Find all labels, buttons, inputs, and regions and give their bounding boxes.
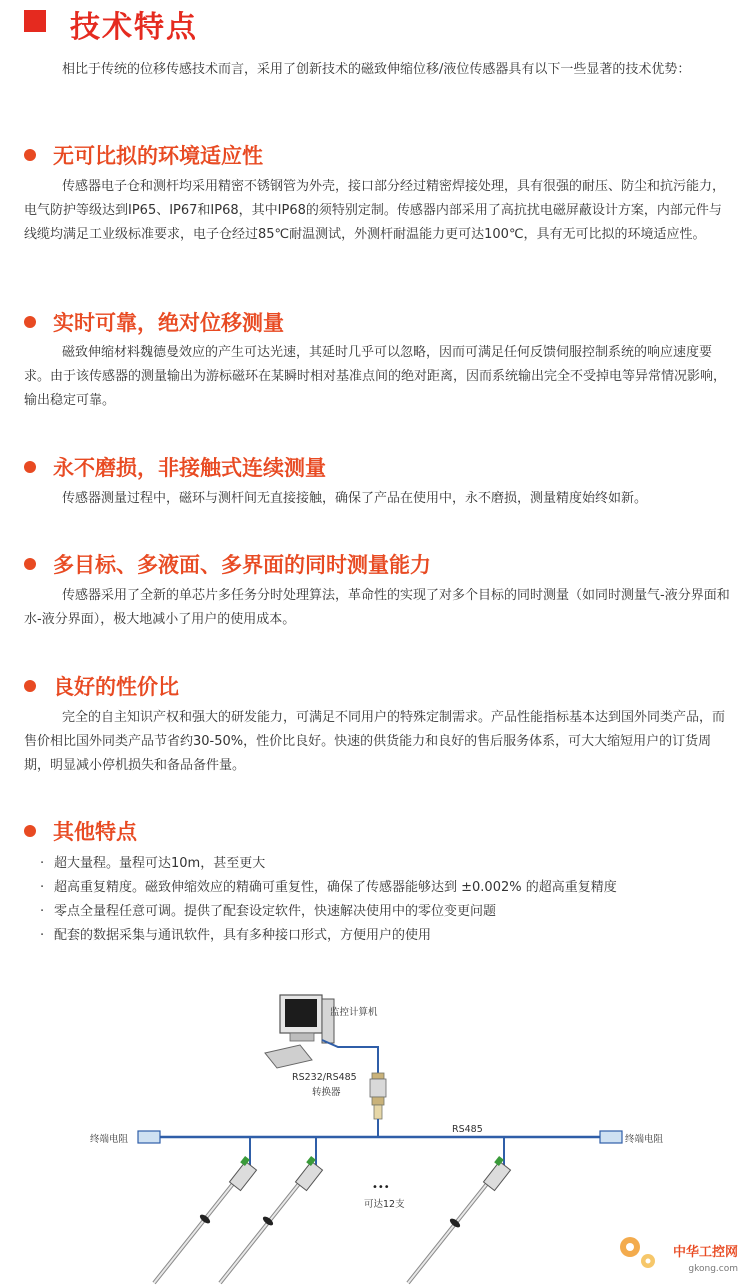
watermark-text: 中华工控网 (672, 1245, 738, 1260)
bullet-dot-icon (24, 825, 36, 837)
section-1-body (24, 175, 730, 247)
section-1-text: 传感器电子仓和测杆均采用精密不锈钢管为外壳，接口部分经过精密焊接处理，具有很强的耐压、防尘和抗污能力，电气防护等级达到IP65、IP67和IP68，其中IP68的须特别定制。传感器内部采用了高抗扰电磁屏蔽设计方案，内部元件与线缆均满足工业级标准要求，电子仓经过85℃耐温测试，外测杆耐温能力更可达100℃，具有无可比拟的环境适应性。 (24, 179, 726, 242)
section-2-heading (24, 307, 284, 337)
sensor-icon (154, 1156, 257, 1283)
bus-label: RS485 (452, 1124, 483, 1135)
watermark (673, 1241, 738, 1260)
watermark-sub: gkong.com (688, 1264, 738, 1274)
section-5-body (24, 706, 730, 778)
bullet-dot-icon (24, 149, 36, 161)
converter-icon (370, 1073, 386, 1119)
section-6-title: 其他特点 (53, 820, 137, 844)
section-3-heading (24, 452, 326, 482)
section-5-text: 完全的自主知识产权和强大的研发能力，可满足不同用户的特殊定制需求。产品性能指标基本达到国外同类产品，而售价相比国外同类产品节省约30-50%，性价比良好。快速的供货能力和良好的售后服务体系，可大大缩短用户的订货周期，明显减小停机损失和备品备件量。 (24, 710, 726, 773)
terminator-left-icon (138, 1131, 160, 1143)
list-item: · 超大量程。量程可达10m，甚至更大 (40, 856, 266, 871)
section-2-text: 磁致伸缩材料魏德曼效应的产生可达光速，其延时几乎可以忽略，因而可满足任何反馈伺服控制系统的响应速度要求。由于该传感器的测量输出为游标磁环在某瞬时相对基准点间的绝对距离，因而系统输出完全不受掉电等异常情况影响，输出稳定可靠。 (24, 345, 727, 408)
gear-logo-icon (620, 1237, 655, 1268)
section-1-title: 无可比拟的环境适应性 (53, 144, 263, 168)
section-3-body (24, 487, 730, 511)
bullet-dot-icon (24, 680, 36, 692)
section-5-title: 良好的性价比 (53, 675, 179, 699)
bullet-dot-icon (24, 461, 36, 473)
section-4-body (24, 584, 730, 632)
computer-label: 监控计算机 (330, 1007, 378, 1018)
converter-label-2: 转换器 (312, 1087, 341, 1098)
section-4-heading (24, 549, 431, 579)
section-6-heading (24, 816, 137, 846)
ellipsis-dots: ••• (372, 1182, 390, 1193)
sensor-icon (408, 1156, 511, 1283)
terminator-left-label: 终端电阻 (90, 1134, 129, 1145)
computer-icon (265, 995, 334, 1068)
sensor-count-label: 可达12支 (364, 1199, 405, 1210)
section-4-text: 传感器采用了全新的单芯片多任务分时处理算法，革命性的实现了对多个目标的同时测量（如同时测量气-液分界面和水-液分界面），极大地减小了用户的使用成本。 (24, 588, 730, 627)
intro-paragraph (24, 58, 730, 82)
bullet-dot-icon (24, 558, 36, 570)
list-item: · 超高重复精度。磁致伸缩效应的精确可重复性，确保了传感器能够达到 ±0.002% 的超高重复精度 (40, 880, 617, 895)
section-5-heading (24, 671, 179, 701)
section-1-heading (24, 140, 263, 170)
terminator-right-icon (600, 1131, 622, 1143)
intro-text: 相比于传统的位移传感技术而言，采用了创新技术的磁致伸缩位移/液位传感器具有以下一些显著的技术优势： (62, 62, 691, 77)
converter-label-1: RS232/RS485 (292, 1072, 357, 1083)
bullet-dot-icon (24, 316, 36, 328)
list-item: · 零点全量程任意可调。提供了配套设定软件，快速解决使用中的零位变更问题 (40, 904, 497, 919)
computer-cable (322, 1040, 378, 1073)
page-title: 技术特点 (70, 10, 198, 45)
other-features-list (40, 852, 730, 948)
section-2-title: 实时可靠，绝对位移测量 (53, 311, 284, 335)
network-diagram (0, 985, 750, 1288)
list-item: · 配套的数据采集与通讯软件，具有多种接口形式，方便用户的使用 (40, 928, 432, 943)
section-3-text: 传感器测量过程中，磁环与测杆间无直接接触，确保了产品在使用中，永不磨损，测量精度始终如新。 (62, 491, 648, 506)
section-2-body (24, 341, 730, 413)
section-3-title: 永不磨损，非接触式连续测量 (53, 456, 326, 480)
section-4-title: 多目标、多液面、多界面的同时测量能力 (53, 553, 431, 577)
terminator-right-label: 终端电阻 (625, 1134, 664, 1145)
title-square-icon (24, 10, 46, 32)
